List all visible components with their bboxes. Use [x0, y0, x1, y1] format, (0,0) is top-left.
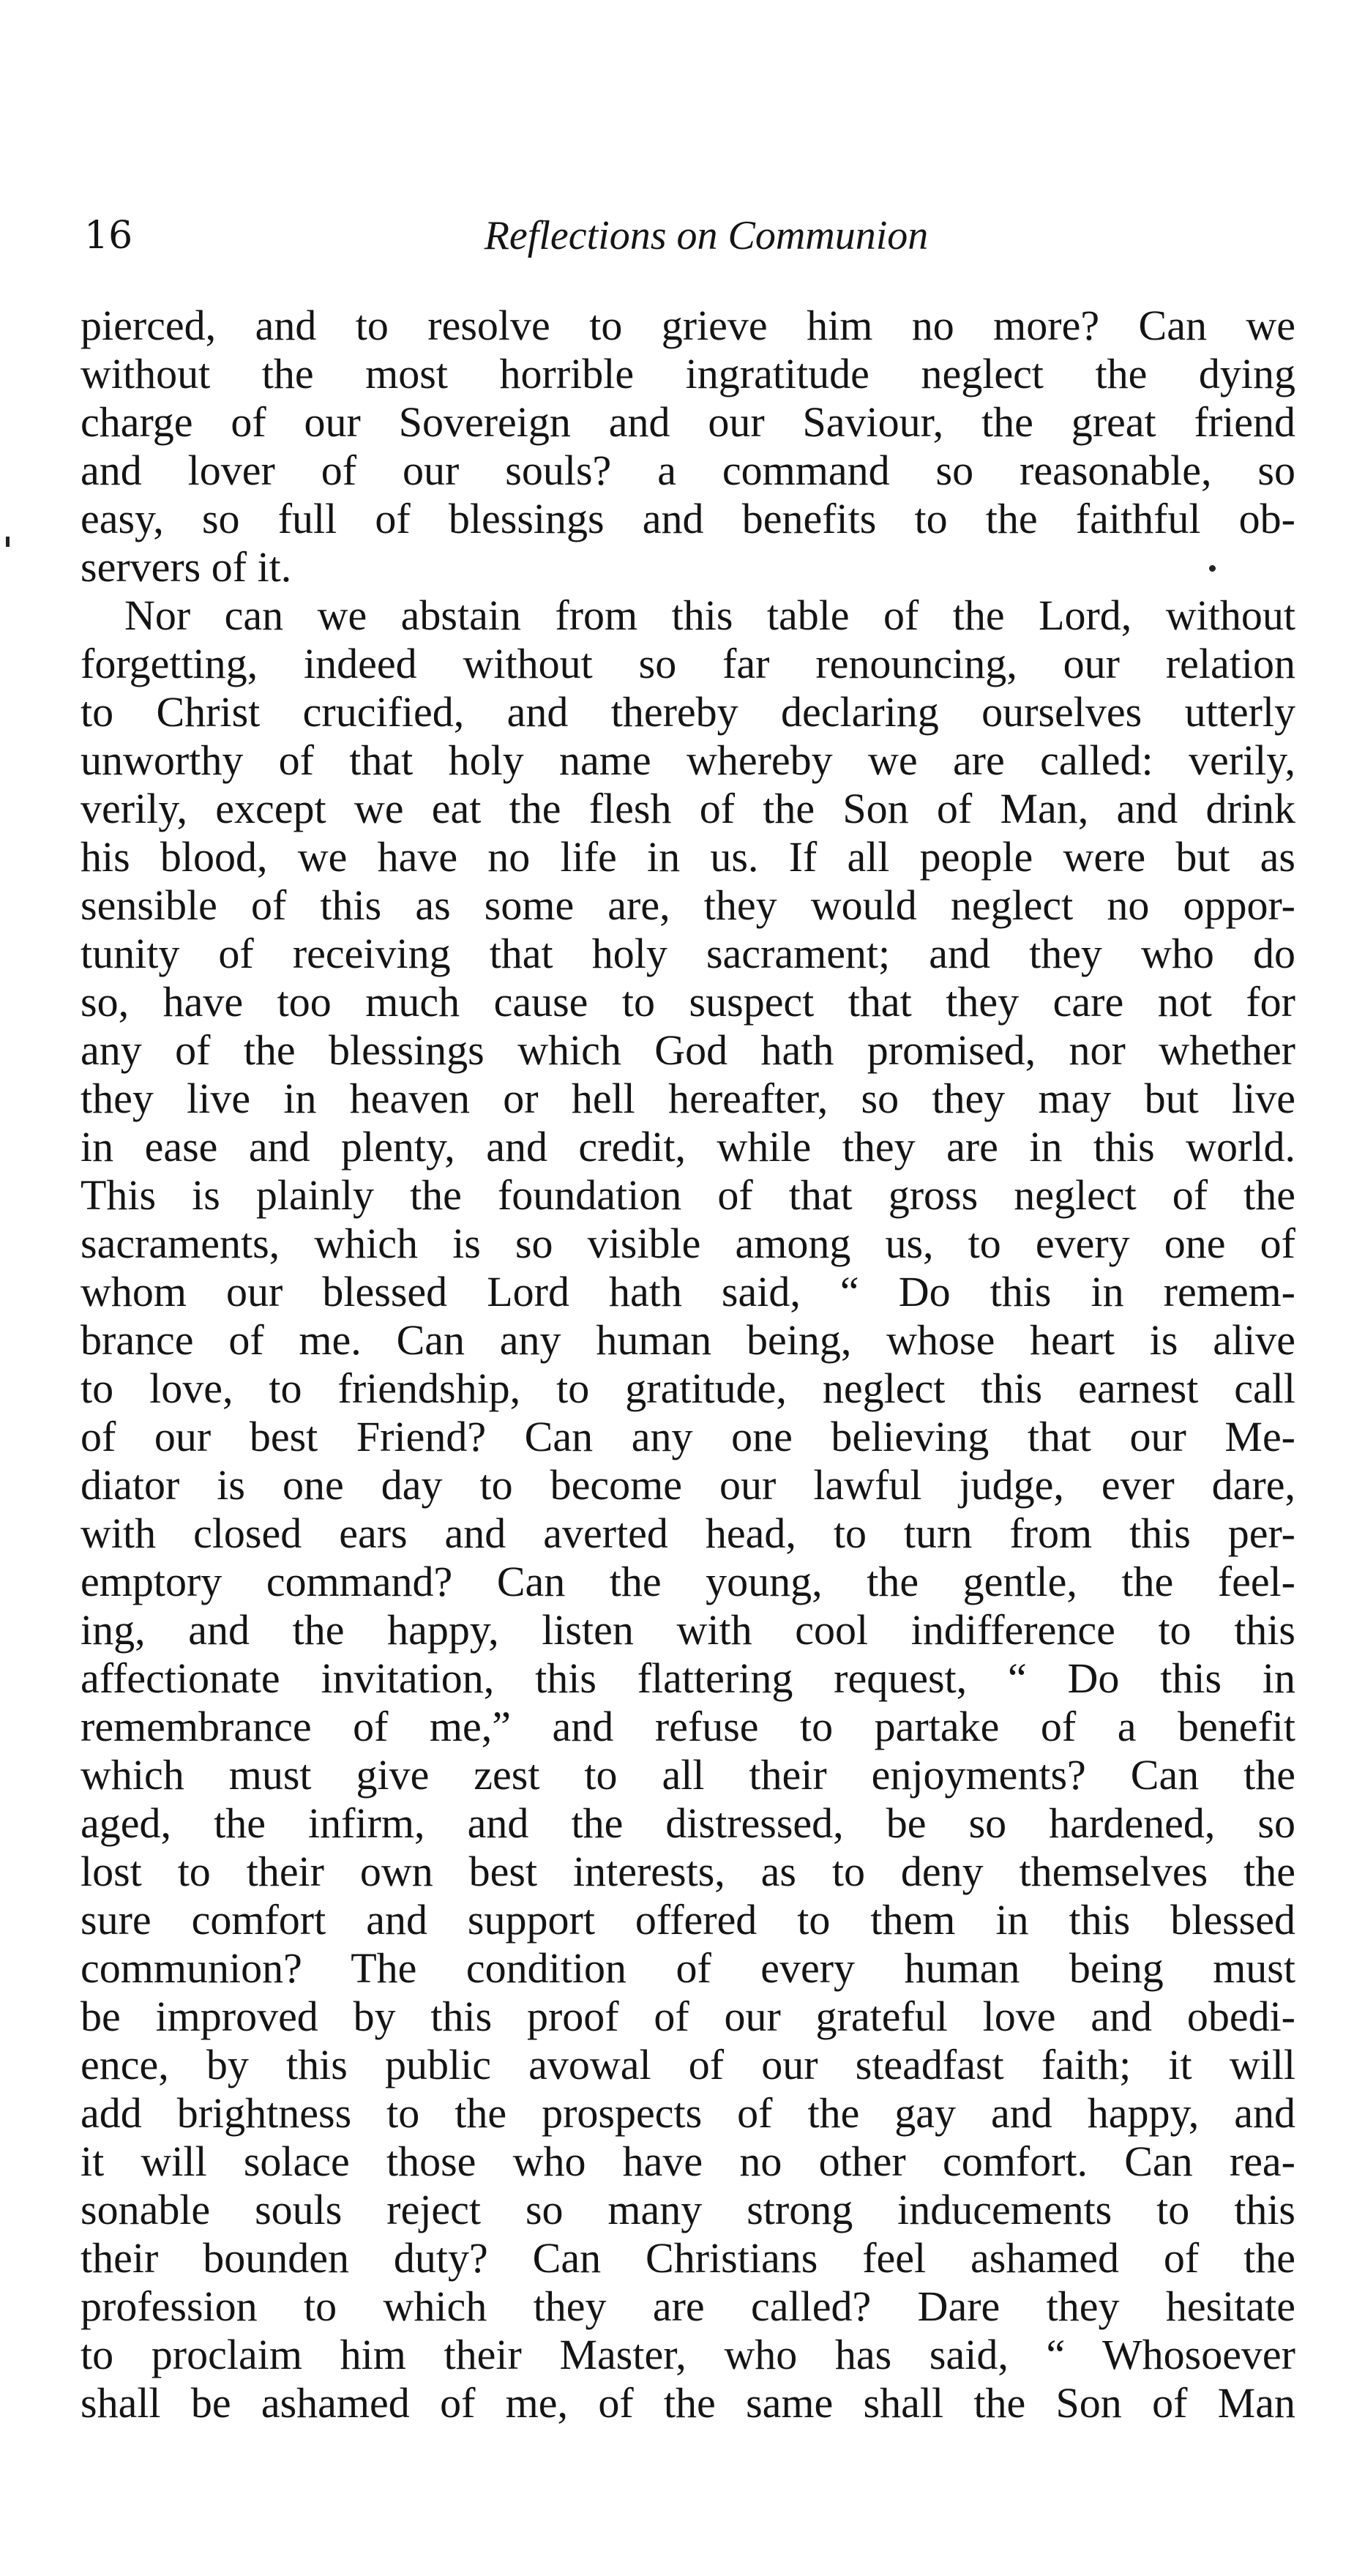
text-line: shall be ashamed of me, of the same shall the Son of Man [81, 2379, 1295, 2427]
text-line: pierced, and to resolve to grieve him no more? Can we [81, 302, 1295, 349]
text-line: unworthy of that holy name whereby we are called: verily, [81, 736, 1295, 784]
text-line: they live in heaven or hell hereafter, so they may but live [81, 1075, 1295, 1122]
running-title: Reflections on Communion [484, 213, 929, 258]
text-line: remembrance of me,” and refuse to partake of a benefit [81, 1703, 1295, 1750]
text-line: his blood, we have no life in us. If all people were but as [81, 833, 1295, 881]
text-line: without the most horrible ingratitude neglect the dying [81, 350, 1295, 397]
text-line: affectionate invitation, this flattering request, “ Do this in [81, 1654, 1295, 1702]
text-line: charge of our Sovereign and our Saviour, the great friend [81, 398, 1295, 446]
text-line: so, have too much cause to suspect that they care not for [81, 978, 1295, 1026]
text-line: sonable souls reject so many strong inducements to this [81, 2186, 1295, 2233]
text-line: verily, except we eat the flesh of the Son of Man, and drink [81, 785, 1295, 832]
text-line: to Christ crucified, and thereby declaring ourselves utterly [81, 688, 1295, 736]
text-line: with closed ears and averted head, to turn from this per- [81, 1509, 1295, 1557]
text-line: forgetting, indeed without so far renouncing, our relation [81, 640, 1295, 687]
running-head [81, 206, 1295, 265]
text-line: profession to which they are called? Dare they hesitate [81, 2282, 1295, 2330]
text-line: ing, and the happy, listen with cool indifference to this [81, 1606, 1295, 1654]
text-line: which must give zest to all their enjoyments? Can the [81, 1751, 1295, 1799]
text-line: aged, the infirm, and the distressed, be so hardened, so [81, 1799, 1295, 1847]
text-line: brance of me. Can any human being, whose heart is alive [81, 1316, 1295, 1364]
text-line: Nor can we abstain from this table of the Lord, without [124, 591, 1295, 639]
text-line: their bounden duty? Can Christians feel ashamed of the [81, 2234, 1295, 2282]
text-line: servers of it. [81, 543, 292, 591]
text-line: any of the blessings which God hath promised, nor whether [81, 1026, 1295, 1074]
text-line: to love, to friendship, to gratitude, neglect this earnest call [81, 1364, 1295, 1412]
text-line: sensible of this as some are, they would neglect no oppor- [81, 881, 1295, 929]
text-line: easy, so full of blessings and benefits to the faithful ob- [81, 495, 1295, 542]
paragraph [81, 302, 1295, 591]
text-line: sacraments, which is so visible among us, to every one of [81, 1220, 1295, 1267]
text-line: tunity of receiving that holy sacrament; and they who do [81, 930, 1295, 977]
text-line: diator is one day to become our lawful judge, ever dare, [81, 1461, 1295, 1509]
text-line: This is plainly the foundation of that gross neglect of the [81, 1171, 1295, 1219]
body-text [81, 302, 1295, 2427]
text-line: ence, by this public avowal of our steadfast faith; it will [81, 2041, 1295, 2088]
text-line: of our best Friend? Can any one believing that our Me- [81, 1413, 1295, 1460]
text-line: whom our blessed Lord hath said, “ Do this in remem- [81, 1268, 1295, 1315]
page-number: 16 [84, 214, 133, 258]
text-line: and lover of our souls? a command so reasonable, so [81, 447, 1295, 494]
text-line: communion? The condition of every human being must [81, 1944, 1295, 1992]
text-line: sure comfort and support offered to them in this blessed [81, 1896, 1295, 1944]
text-line: add brightness to the prospects of the gay and happy, and [81, 2089, 1295, 2137]
text-line: to proclaim him their Master, who has said, “ Whosoever [81, 2331, 1295, 2378]
text-line: lost to their own best interests, as to deny themselves the [81, 1848, 1295, 1895]
paragraph [81, 591, 1295, 2427]
text-line: it will solace those who have no other comfort. Can rea- [81, 2138, 1295, 2185]
margin-mark [6, 537, 10, 547]
text-line: emptory command? Can the young, the gentle, the feel- [81, 1558, 1295, 1605]
text-line: be improved by this proof of our grateful love and obedi- [81, 1993, 1295, 2040]
text-line: in ease and plenty, and credit, while they are in this world. [81, 1123, 1295, 1171]
